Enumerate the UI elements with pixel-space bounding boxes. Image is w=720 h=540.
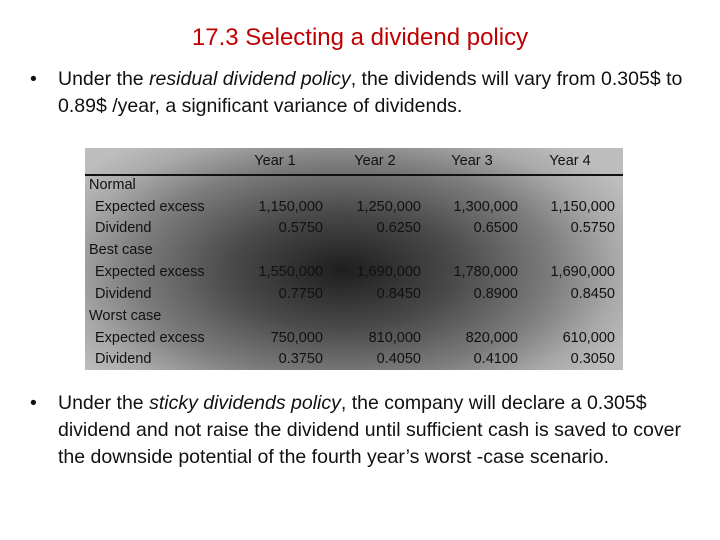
table-row xyxy=(85,197,623,217)
table-cell: 0.5750 xyxy=(278,220,323,236)
header-year-4: Year 4 xyxy=(549,153,591,169)
slide-title: 17.3 Selecting a dividend policy xyxy=(191,24,529,51)
table-cell: 0.8450 xyxy=(376,286,421,302)
table-row xyxy=(85,175,623,195)
row-label: Best case xyxy=(89,242,153,258)
table-cell: 610,000 xyxy=(562,330,615,346)
bullet-marker: • xyxy=(30,68,37,90)
table-row xyxy=(85,284,623,304)
dividend-table xyxy=(85,148,623,370)
row-label: Dividend xyxy=(95,286,152,302)
table-cell: 0.6500 xyxy=(473,220,518,236)
table-cell: 1,690,000 xyxy=(550,264,615,280)
table-cell: 0.3050 xyxy=(570,351,615,367)
row-label: Normal xyxy=(89,177,136,193)
table-row xyxy=(85,328,623,348)
bullet-marker: • xyxy=(30,392,37,414)
table-cell: 1,150,000 xyxy=(258,199,323,215)
header-year-1: Year 1 xyxy=(254,153,296,169)
table-row xyxy=(85,349,623,369)
bullet-text-post: , the company will declare a 0.305$ dividend and not raise the dividend until sufficient cash is saved to cover the downside potential of the fourth year’s worst -case scenario. xyxy=(58,392,681,468)
table-cell: 810,000 xyxy=(368,330,421,346)
table-cell: 1,780,000 xyxy=(453,264,518,280)
table-row xyxy=(85,218,623,238)
table-cell: 0.6250 xyxy=(376,220,421,236)
table-cell: 1,550,000 xyxy=(258,264,323,280)
header-year-3: Year 3 xyxy=(451,153,493,169)
table-cell: 1,300,000 xyxy=(453,199,518,215)
table-cell: 0.8900 xyxy=(473,286,518,302)
bullet-text-post: , the dividends will vary from 0.305$ to 0.89$ /year, a significant variance of dividends. xyxy=(58,68,683,117)
table-cell: 0.4100 xyxy=(473,351,518,367)
table-cell: 0.3750 xyxy=(278,351,323,367)
row-label: Expected excess xyxy=(95,330,205,346)
row-label: Dividend xyxy=(95,351,152,367)
table-cell: 1,250,000 xyxy=(356,199,421,215)
bullet-residual-policy xyxy=(30,66,690,120)
bullet-sticky-policy xyxy=(30,390,690,471)
table-row xyxy=(85,306,623,326)
table-cell: 0.7750 xyxy=(278,286,323,302)
row-label: Dividend xyxy=(95,220,152,236)
table-row xyxy=(85,262,623,282)
bullet-text-pre: Under the xyxy=(58,68,150,90)
bullet-text xyxy=(58,66,690,120)
table-cell: 0.5750 xyxy=(570,220,615,236)
bullet-text-emphasis: sticky dividends policy xyxy=(149,392,341,414)
header-year-2: Year 2 xyxy=(354,153,396,169)
bullet-text xyxy=(58,390,690,471)
row-label: Worst case xyxy=(89,308,162,324)
table-cell: 0.4050 xyxy=(376,351,421,367)
bullet-text-pre: Under the xyxy=(58,392,150,414)
table-cell: 750,000 xyxy=(270,330,323,346)
table-row xyxy=(85,240,623,260)
table-cell: 1,150,000 xyxy=(550,199,615,215)
table-header-row xyxy=(85,151,623,171)
table-cell: 820,000 xyxy=(465,330,518,346)
row-label: Expected excess xyxy=(95,264,205,280)
table-cell: 1,690,000 xyxy=(356,264,421,280)
row-label: Expected excess xyxy=(95,199,205,215)
bullet-text-emphasis: residual dividend policy xyxy=(149,68,351,90)
table-cell: 0.8450 xyxy=(570,286,615,302)
